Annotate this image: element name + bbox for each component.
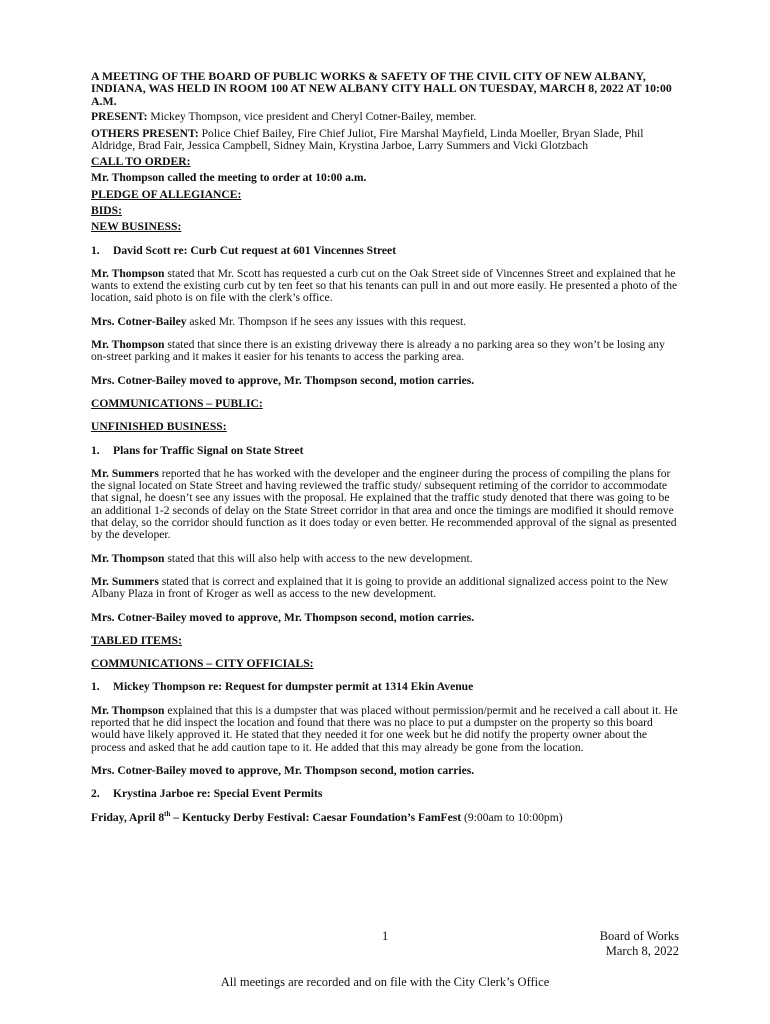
paragraph — [91, 468, 681, 542]
paragraph-text: stated that Mr. Scott has requested a curb cut on the Oak Street side of Vincennes Street and explained that he wants to extend the existing curb cut by ten feet so that his tenants can pull in and out more easily. He presented a photo of the location, said photo is on file with the clerk’s office. — [91, 266, 678, 305]
heading-tabled-items: TABLED ITEMS: — [91, 633, 182, 647]
item-number: 1. — [91, 680, 100, 694]
others-present-text: Police Chief Bailey, Fire Chief Juliot, Fire Marshal Mayfield, Linda Moeller, Bryan Slade, Phil Aldridge, Brad Fair, Jessica Campbell, Sidney Main, Krystina Jarboe, Larry Summers and Vicki Glotzbach — [91, 126, 644, 152]
speaker: Mrs. Cotner-Bailey — [91, 314, 187, 328]
event-date: Friday, April 8 — [91, 810, 165, 824]
item-number: 1. — [91, 443, 100, 457]
call-to-order-text: Mr. Thompson called the meeting to order at 10:00 a.m. — [91, 171, 367, 185]
motion-text: Mrs. Cotner-Bailey moved to approve, Mr. Thompson second, motion carries. — [91, 610, 475, 624]
paragraph-text: stated that is correct and explained that it is going to provide an additional signalized access point to the New Albany Plaza in front of Kroger as well as access to the new development. — [91, 574, 669, 601]
others-present-label: OTHERS PRESENT: — [91, 126, 199, 140]
speaker: Mr. Summers — [91, 574, 159, 588]
paragraph-text: explained that this is a dumpster that was placed without permission/permit and he received a call about it. He reported that he did inspect the location and found that there was no place to put a dumpster on the property so this board would have likely approved it. He stated that they needed it for one week but he did notify the property owner about the process and asked that he add caution tape to it. He added that this may already be gone from the location. — [91, 703, 678, 754]
event-entry — [91, 809, 681, 824]
heading-call-to-order: CALL TO ORDER: — [91, 155, 191, 169]
footer-board-info — [600, 929, 679, 959]
paragraph-text: reported that he has worked with the developer and the engineer during the process of compiling the plans for the signal located on State Street and having reviewed the traffic study/ subsequent retiming of the corridor to accommodate that signal, he doesn’t see any issues with the proposal. He explained that the traffic study denoted that there was going to be an additional 1-2 seconds of delay on the State Street corridor in that area and once the timings are modified it should remove that delay, so the corridor should function as it does today or even better. He recommended approval of the signal as presented by the developer. — [91, 466, 677, 542]
paragraph — [91, 553, 681, 565]
others-present-line — [91, 128, 681, 153]
item-title: Mickey Thompson re: Request for dumpster permit at 1314 Ekin Avenue — [113, 680, 474, 694]
item-title: Krystina Jarboe re: Special Event Permits — [113, 787, 323, 801]
paragraph — [91, 576, 681, 601]
paragraph-text: stated that since there is an existing driveway there is already a no parking area so they won’t be losing any on-street parking and it makes it easier for his tenants to access the parking area. — [91, 338, 665, 364]
speaker: Mr. Summers — [91, 466, 159, 480]
event-date-suffix: th — [164, 809, 171, 818]
heading-communications-public: COMMUNICATIONS – PUBLIC: — [91, 396, 263, 410]
heading-bids: BIDS: — [91, 204, 122, 217]
motion-text: Mrs. Cotner-Bailey moved to approve, Mr. Thompson second, motion carries. — [91, 373, 475, 387]
heading-communications-city-officials: COMMUNICATIONS – CITY OFFICIALS: — [91, 657, 314, 671]
item-number: 2. — [91, 787, 100, 801]
item-title: David Scott re: Curb Cut request at 601 Vincennes Street — [113, 243, 397, 257]
speaker: Mr. Thompson — [91, 338, 165, 352]
paragraph — [91, 268, 681, 305]
item-number: 1. — [91, 243, 100, 257]
meeting-title: A MEETING OF THE BOARD OF PUBLIC WORKS & SAFETY OF THE CIVIL CITY OF NEW ALBANY, INDIANA, WAS HELD IN ROOM 100 AT NEW ALBANY CITY HALL ON TUESDAY, MARCH 8, 2022 AT 10:00 A.M. — [91, 69, 672, 108]
event-name: – Kentucky Derby Festival: Caesar Foundation’s FamFest — [170, 810, 462, 824]
footer-board-name: Board of Works — [599, 929, 679, 943]
new-business-item-1 — [91, 245, 681, 257]
present-line — [91, 111, 681, 123]
city-officials-item-2 — [91, 788, 681, 800]
paragraph-text: stated that this will also help with access to the new development. — [164, 551, 473, 565]
minutes-body — [91, 70, 681, 835]
paragraph — [91, 705, 681, 754]
present-text: Mickey Thompson, vice president and Cheryl Cotner-Bailey, member. — [147, 110, 477, 124]
city-officials-item-1 — [91, 681, 681, 693]
page-number: 1 — [382, 929, 389, 943]
footer-meeting-date: March 8, 2022 — [605, 944, 679, 958]
motion-text: Mrs. Cotner-Bailey moved to approve, Mr. Thompson second, motion carries. — [91, 763, 475, 777]
paragraph-text: asked Mr. Thompson if he sees any issues with this request. — [186, 314, 467, 328]
heading-pledge: PLEDGE OF ALLEGIANCE: — [91, 187, 242, 201]
paragraph — [91, 316, 681, 328]
footer-note: All meetings are recorded and on file with the City Clerk’s Office — [220, 975, 550, 989]
speaker: Mr. Thompson — [91, 266, 165, 280]
item-title: Plans for Traffic Signal on State Street — [113, 443, 304, 457]
speaker: Mr. Thompson — [91, 703, 165, 717]
heading-unfinished-business: UNFINISHED BUSINESS: — [91, 420, 227, 434]
unfinished-business-item-1 — [91, 445, 681, 457]
paragraph — [91, 339, 681, 364]
event-time: (9:00am to 10:00pm) — [461, 810, 563, 824]
speaker: Mr. Thompson — [91, 551, 165, 565]
heading-new-business: NEW BUSINESS: — [91, 220, 182, 234]
present-label: PRESENT: — [91, 110, 148, 124]
